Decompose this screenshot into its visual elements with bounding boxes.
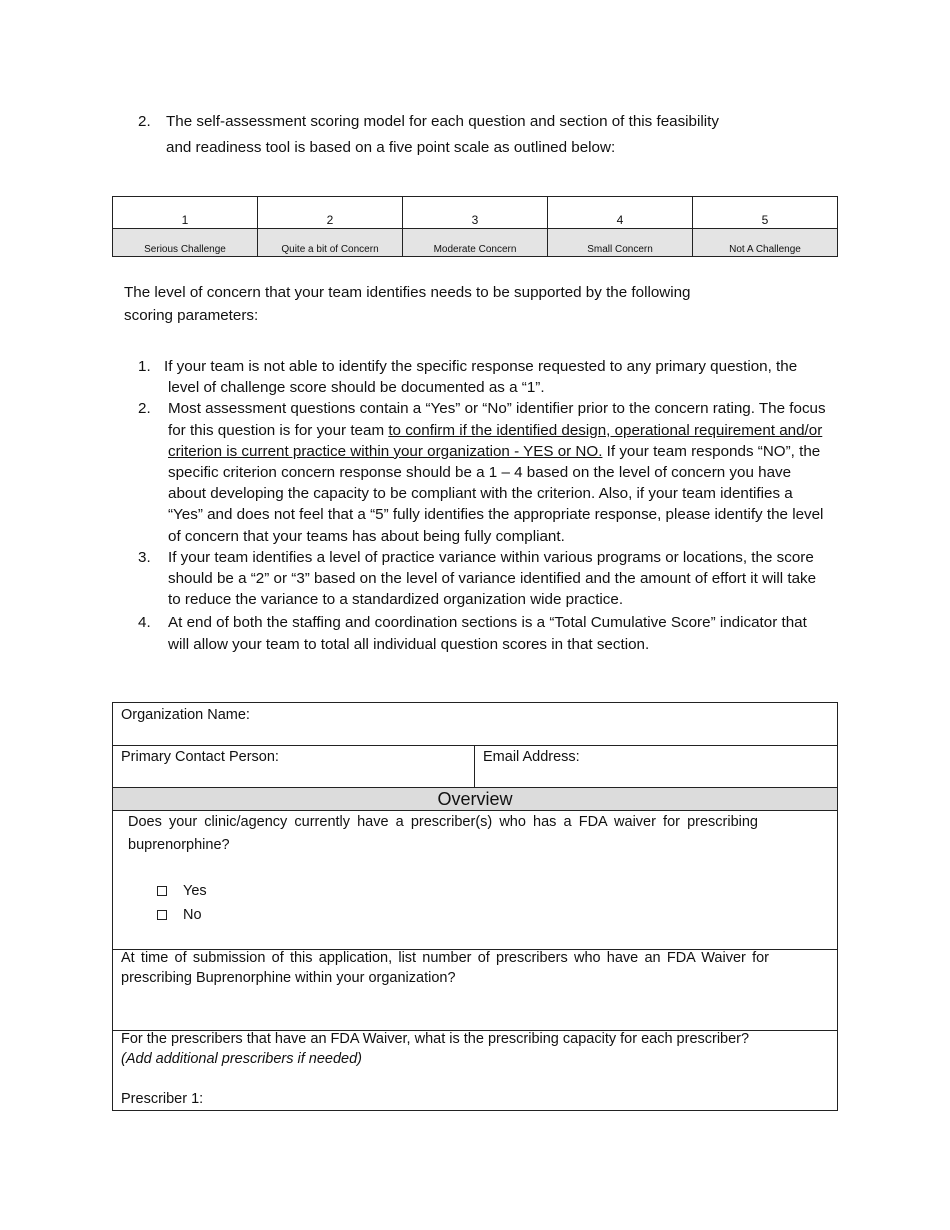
scoring-parameters-list [138, 356, 828, 655]
intro-item [138, 111, 778, 155]
overview-heading: Overview [113, 788, 837, 811]
intro-text: The self-assessment scoring model for each question and section of this feasibility and readiness tool is based on a five point scale as outlined below: [166, 113, 719, 156]
parameter-item: 4. At end of both the staffing and coordination sections is a “Total Cumulative Score” indicator that will allow your team to total all individual question scores in that section. [138, 614, 807, 653]
email-label: Email Address: [483, 749, 580, 765]
prescriber-1-label[interactable]: Prescriber 1: [121, 1091, 204, 1107]
email-field[interactable] [475, 746, 837, 788]
organization-form [112, 702, 838, 1111]
scoring-scale-table [112, 196, 838, 257]
q2-question: At time of submission of this application, list number of prescribers who have an FDA Waiver for prescribing Buprenorphine within your organization? [121, 950, 769, 986]
checkbox-icon[interactable] [157, 910, 167, 920]
contact-person-field[interactable] [113, 746, 475, 788]
scale-label: Serious Challenge [113, 229, 258, 257]
checkbox-icon[interactable] [157, 886, 167, 896]
q1-question: Does your clinic/agency currently have a prescriber(s) who has a FDA waiver for prescribing buprenorphine? [128, 814, 758, 853]
contact-person-label: Primary Contact Person: [121, 749, 279, 765]
scale-number: 1 [113, 197, 258, 229]
q3-section [113, 1031, 837, 1110]
level-of-concern-paragraph: The level of concern that your team identifies needs to be supported by the following scoring parameters: [124, 284, 691, 324]
q3-question: For the prescribers that have an FDA Waiver, what is the prescribing capacity for each prescriber? [121, 1031, 750, 1047]
scale-label: Not A Challenge [693, 229, 838, 257]
scale-number: 5 [693, 197, 838, 229]
scale-number: 3 [403, 197, 548, 229]
intro-number: 2. [138, 113, 151, 130]
scale-number: 2 [258, 197, 403, 229]
q3-note: (Add additional prescribers if needed) [121, 1051, 362, 1067]
q1-options [157, 879, 207, 927]
q1-section [113, 811, 837, 950]
scale-labels-row [113, 229, 838, 257]
org-name-label: Organization Name: [121, 707, 250, 723]
org-name-row[interactable] [113, 703, 837, 746]
parameter-item: 2. Most assessment questions contain a “Yes” or “No” identifier prior to the concern rating. The focus for this question is for your team to confirm if the identified design, operational requirement and/or criterion is current practice within your organization - YES or NO. If your team responds “NO”, the specific criterion concern response should be a 1 – 4 based on the level of concern you have about developing the capacity to be compliant with the criterion. Also, if your team identifies a “Yes” and does not feel that a “5” fully identifies the appropriate response, please identify the level of concern that your teams has about being fully compliant. [138, 400, 826, 545]
scale-number: 4 [548, 197, 693, 229]
scale-label: Small Concern [548, 229, 693, 257]
underlined-criterion-text: to confirm if the identified design, operational requirement and/or criterion is current practice within your organization - YES or NO. [168, 421, 823, 460]
contact-row [113, 746, 837, 788]
scale-label: Moderate Concern [403, 229, 548, 257]
q1-option-no[interactable]: No [157, 903, 207, 927]
q1-option-yes[interactable]: Yes [157, 879, 207, 903]
scale-numbers-row [113, 197, 838, 229]
parameter-item: 1. If your team is not able to identify the specific response requested to any primary question, the level of challenge score should be documented as a “1”. [138, 358, 798, 397]
scale-label: Quite a bit of Concern [258, 229, 403, 257]
parameter-item: 3. If your team identifies a level of practice variance within various programs or locations, the score should be a “2” or “3” based on the level of variance identified and the amount of effort it will take to reduce the variance to a standardized organization wide practice. [138, 548, 817, 609]
q2-section[interactable] [113, 950, 837, 1031]
